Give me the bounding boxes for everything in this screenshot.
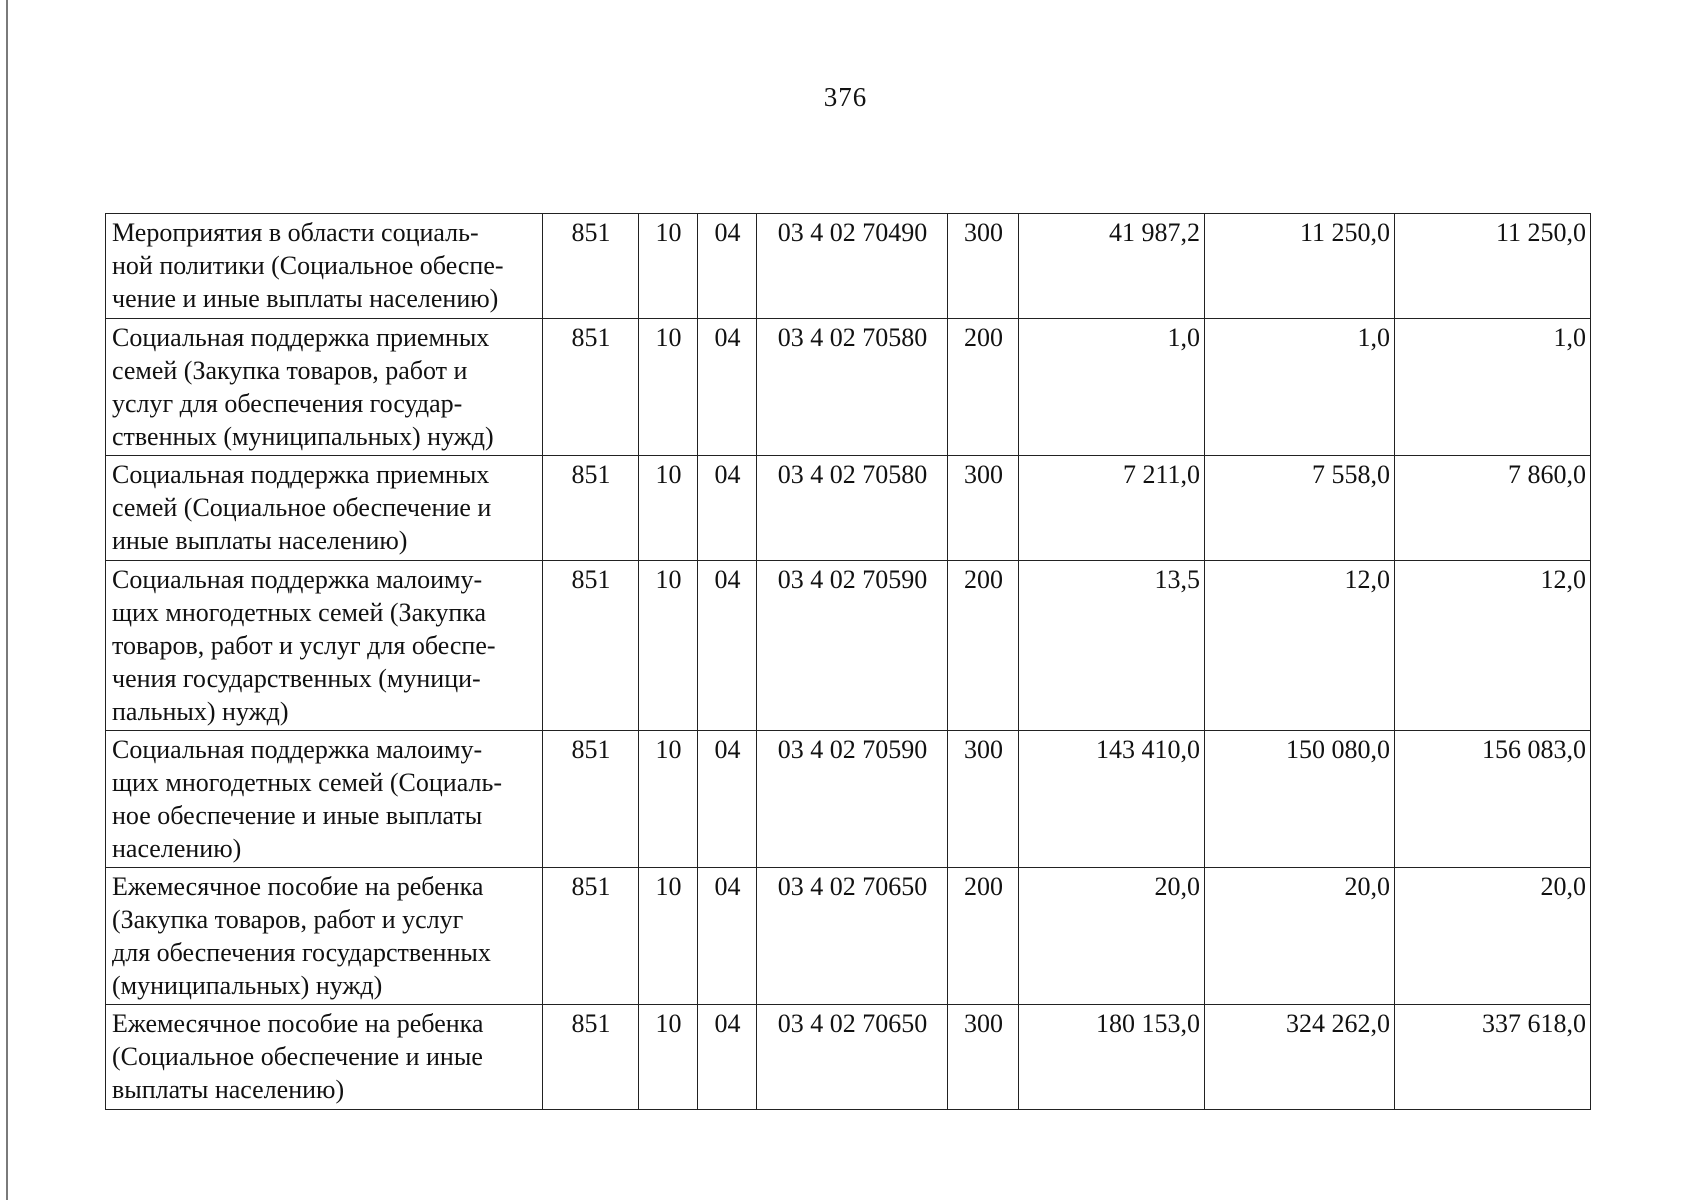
target-article-cell: 03 4 02 70650 [757, 1005, 948, 1110]
expense-name-line: Мероприятия в области социаль- [112, 218, 479, 247]
ministry-code-cell: 851 [543, 868, 639, 1005]
ministry-code-cell: 851 [543, 214, 639, 319]
expense-name-line: услуг для обеспечения государ- [112, 389, 463, 418]
expense-name-cell [106, 868, 543, 1005]
expense-name-line: щих многодетных семей (Социаль- [112, 768, 502, 797]
amount-cell-year-1: 1,0 [1019, 319, 1205, 456]
table-row [106, 868, 1591, 1005]
expense-name-line: чения государственных (муници- [112, 664, 481, 693]
expense-name-line: пальных) нужд) [112, 697, 289, 726]
amount-cell-year-2: 7 558,0 [1205, 456, 1395, 561]
subsection-code-cell: 04 [698, 731, 757, 868]
subsection-code-cell: 04 [698, 561, 757, 731]
budget-table-body [106, 214, 1591, 1110]
table-row [106, 456, 1591, 561]
subsection-code-cell: 04 [698, 456, 757, 561]
target-article-cell: 03 4 02 70590 [757, 561, 948, 731]
expense-type-cell: 300 [948, 731, 1019, 868]
expense-type-cell: 200 [948, 319, 1019, 456]
amount-cell-year-3: 11 250,0 [1395, 214, 1591, 319]
expense-name-line: ное обеспечение и иные выплаты [112, 801, 483, 830]
section-code-cell: 10 [639, 319, 698, 456]
page-number: 376 [823, 82, 868, 112]
expense-type-cell: 200 [948, 561, 1019, 731]
ministry-code-cell: 851 [543, 561, 639, 731]
expense-name-cell [106, 561, 543, 731]
amount-cell-year-2: 12,0 [1205, 561, 1395, 731]
amount-cell-year-3: 156 083,0 [1395, 731, 1591, 868]
expense-name-line: Ежемесячное пособие на ребенка [112, 1009, 484, 1038]
expense-name-line: Социальная поддержка малоиму- [112, 565, 483, 594]
expense-name-line: выплаты населению) [112, 1075, 345, 1104]
amount-cell-year-2: 11 250,0 [1205, 214, 1395, 319]
expense-type-cell: 300 [948, 214, 1019, 319]
expense-type-cell: 300 [948, 456, 1019, 561]
amount-cell-year-1: 20,0 [1019, 868, 1205, 1005]
amount-cell-year-2: 20,0 [1205, 868, 1395, 1005]
expense-name-line: для обеспечения государственных [112, 938, 491, 967]
amount-cell-year-3: 12,0 [1395, 561, 1591, 731]
target-article-cell: 03 4 02 70590 [757, 731, 948, 868]
table-row [106, 214, 1591, 319]
expense-type-cell: 300 [948, 1005, 1019, 1110]
target-article-cell: 03 4 02 70580 [757, 319, 948, 456]
section-code-cell: 10 [639, 731, 698, 868]
expense-name-line: Социальная поддержка приемных [112, 323, 490, 352]
amount-cell-year-3: 7 860,0 [1395, 456, 1591, 561]
target-article-cell: 03 4 02 70650 [757, 868, 948, 1005]
section-code-cell: 10 [639, 561, 698, 731]
amount-cell-year-1: 13,5 [1019, 561, 1205, 731]
expense-name-cell [106, 319, 543, 456]
section-code-cell: 10 [639, 1005, 698, 1110]
amount-cell-year-1: 143 410,0 [1019, 731, 1205, 868]
subsection-code-cell: 04 [698, 214, 757, 319]
section-code-cell: 10 [639, 456, 698, 561]
expense-name-line: семей (Закупка товаров, работ и [112, 356, 468, 385]
expense-name-cell [106, 456, 543, 561]
amount-cell-year-3: 337 618,0 [1395, 1005, 1591, 1110]
expense-name-line: Социальная поддержка малоиму- [112, 735, 483, 764]
expense-name-line: иные выплаты населению) [112, 526, 408, 555]
amount-cell-year-2: 150 080,0 [1205, 731, 1395, 868]
amount-cell-year-1: 7 211,0 [1019, 456, 1205, 561]
expense-type-cell: 200 [948, 868, 1019, 1005]
subsection-code-cell: 04 [698, 1005, 757, 1110]
expense-name-line: товаров, работ и услуг для обеспе- [112, 631, 496, 660]
ministry-code-cell: 851 [543, 731, 639, 868]
subsection-code-cell: 04 [698, 868, 757, 1005]
target-article-cell: 03 4 02 70490 [757, 214, 948, 319]
expense-name-line: Социальная поддержка приемных [112, 460, 490, 489]
expense-name-line: (Закупка товаров, работ и услуг [112, 905, 464, 934]
expense-name-line: (муниципальных) нужд) [112, 971, 383, 1000]
table-row [106, 1005, 1591, 1110]
expense-name-line: чение и иные выплаты населению) [112, 284, 499, 313]
expense-name-cell [106, 1005, 543, 1110]
amount-cell-year-1: 41 987,2 [1019, 214, 1205, 319]
expense-name-line: (Социальное обеспечение и иные [112, 1042, 483, 1071]
expense-name-line: щих многодетных семей (Закупка [112, 598, 487, 627]
expense-name-cell [106, 731, 543, 868]
ministry-code-cell: 851 [543, 319, 639, 456]
section-code-cell: 10 [639, 214, 698, 319]
budget-table [105, 213, 1591, 1110]
scan-edge-line [6, 0, 8, 1200]
expense-name-line: Ежемесячное пособие на ребенка [112, 872, 484, 901]
ministry-code-cell: 851 [543, 456, 639, 561]
table-row [106, 731, 1591, 868]
expense-name-line: семей (Социальное обеспечение и [112, 493, 492, 522]
expense-name-cell [106, 214, 543, 319]
table-row [106, 561, 1591, 731]
ministry-code-cell: 851 [543, 1005, 639, 1110]
amount-cell-year-1: 180 153,0 [1019, 1005, 1205, 1110]
amount-cell-year-2: 324 262,0 [1205, 1005, 1395, 1110]
expense-name-line: ной политики (Социальное обеспе- [112, 251, 504, 280]
expense-name-line: ственных (муниципальных) нужд) [112, 422, 494, 451]
expense-name-line: населению) [112, 834, 242, 863]
target-article-cell: 03 4 02 70580 [757, 456, 948, 561]
amount-cell-year-2: 1,0 [1205, 319, 1395, 456]
table-row [106, 319, 1591, 456]
amount-cell-year-3: 1,0 [1395, 319, 1591, 456]
amount-cell-year-3: 20,0 [1395, 868, 1591, 1005]
section-code-cell: 10 [639, 868, 698, 1005]
subsection-code-cell: 04 [698, 319, 757, 456]
